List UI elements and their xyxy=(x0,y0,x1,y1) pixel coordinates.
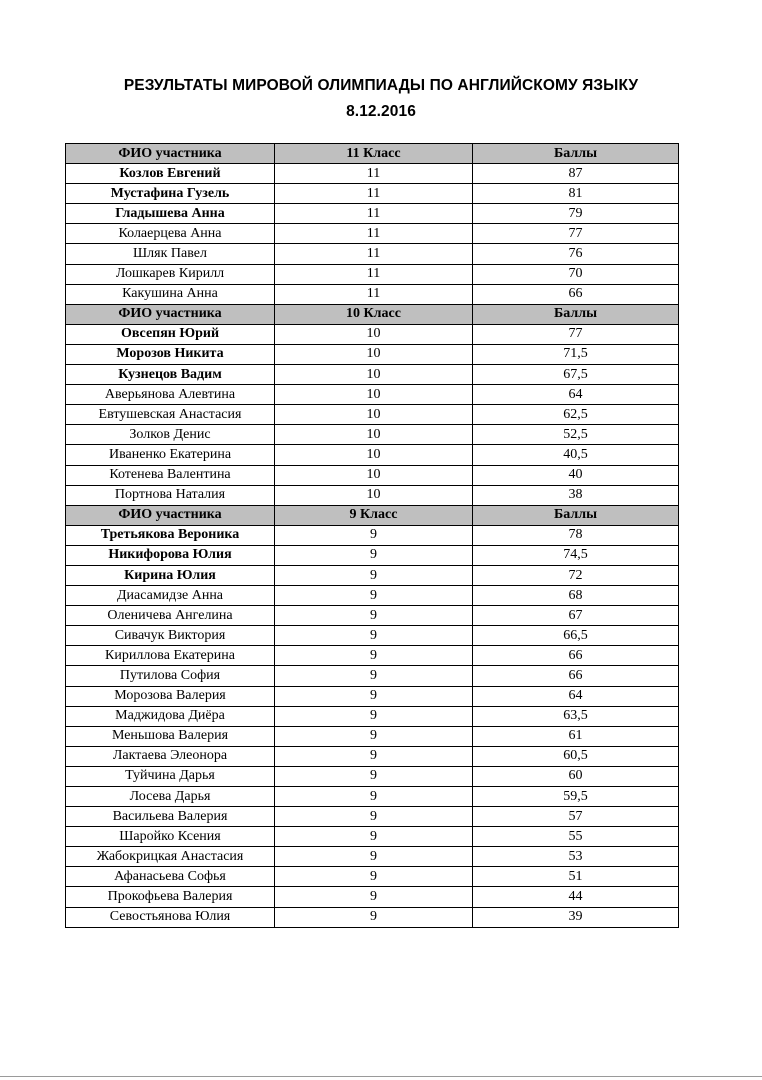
section-header-row xyxy=(66,144,679,164)
table-row xyxy=(66,606,679,626)
header-score-cell: Баллы xyxy=(473,144,679,164)
class-cell: 9 xyxy=(275,887,473,907)
participant-name-cell: Васильева Валерия xyxy=(66,807,275,827)
participant-name-cell: Третьякова Вероника xyxy=(66,525,275,545)
score-cell: 66 xyxy=(473,284,679,304)
header-name-cell: ФИО участника xyxy=(66,304,275,324)
class-cell: 9 xyxy=(275,545,473,565)
participant-name-cell: Прокофьева Валерия xyxy=(66,887,275,907)
class-cell: 9 xyxy=(275,787,473,807)
class-cell: 10 xyxy=(275,385,473,405)
header-name-cell: ФИО участника xyxy=(66,505,275,525)
class-cell: 10 xyxy=(275,445,473,465)
class-cell: 11 xyxy=(275,264,473,284)
class-cell: 9 xyxy=(275,606,473,626)
participant-name-cell: Туйчина Дарья xyxy=(66,766,275,786)
class-cell: 11 xyxy=(275,284,473,304)
table-row xyxy=(66,666,679,686)
table-row xyxy=(66,746,679,766)
participant-name-cell: Лошкарев Кирилл xyxy=(66,264,275,284)
section-header-row xyxy=(66,505,679,525)
table-row xyxy=(66,686,679,706)
class-cell: 9 xyxy=(275,586,473,606)
table-row xyxy=(66,787,679,807)
score-cell: 66 xyxy=(473,666,679,686)
score-cell: 57 xyxy=(473,807,679,827)
score-cell: 40,5 xyxy=(473,445,679,465)
table-row xyxy=(66,726,679,746)
score-cell: 74,5 xyxy=(473,545,679,565)
participant-name-cell: Кузнецов Вадим xyxy=(66,365,275,385)
score-cell: 76 xyxy=(473,244,679,264)
score-cell: 52,5 xyxy=(473,425,679,445)
table-row xyxy=(66,224,679,244)
table-row xyxy=(66,204,679,224)
participant-name-cell: Лактаева Элеонора xyxy=(66,746,275,766)
class-cell: 10 xyxy=(275,324,473,344)
score-cell: 60,5 xyxy=(473,746,679,766)
class-cell: 10 xyxy=(275,344,473,364)
header-class-cell: 9 Класс xyxy=(275,505,473,525)
results-table xyxy=(65,143,679,928)
class-cell: 9 xyxy=(275,666,473,686)
class-cell: 9 xyxy=(275,626,473,646)
table-row xyxy=(66,264,679,284)
participant-name-cell: Гладышева Анна xyxy=(66,204,275,224)
score-cell: 79 xyxy=(473,204,679,224)
table-row xyxy=(66,184,679,204)
table-row xyxy=(66,344,679,364)
table-row xyxy=(66,586,679,606)
class-cell: 10 xyxy=(275,405,473,425)
participant-name-cell: Какушина Анна xyxy=(66,284,275,304)
score-cell: 55 xyxy=(473,827,679,847)
score-cell: 64 xyxy=(473,686,679,706)
score-cell: 81 xyxy=(473,184,679,204)
score-cell: 62,5 xyxy=(473,405,679,425)
table-row xyxy=(66,405,679,425)
class-cell: 9 xyxy=(275,686,473,706)
score-cell: 44 xyxy=(473,887,679,907)
participant-name-cell: Никифорова Юлия xyxy=(66,545,275,565)
score-cell: 51 xyxy=(473,867,679,887)
class-cell: 10 xyxy=(275,425,473,445)
section-header-row xyxy=(66,304,679,324)
score-cell: 63,5 xyxy=(473,706,679,726)
score-cell: 60 xyxy=(473,766,679,786)
participant-name-cell: Иваненко Екатерина xyxy=(66,445,275,465)
score-cell: 72 xyxy=(473,565,679,585)
table-row xyxy=(66,324,679,344)
participant-name-cell: Жабокрицкая Анастасия xyxy=(66,847,275,867)
score-cell: 66 xyxy=(473,646,679,666)
table-row xyxy=(66,887,679,907)
table-row xyxy=(66,646,679,666)
score-cell: 87 xyxy=(473,164,679,184)
table-row xyxy=(66,445,679,465)
class-cell: 9 xyxy=(275,746,473,766)
class-cell: 9 xyxy=(275,847,473,867)
participant-name-cell: Кирина Юлия xyxy=(66,565,275,585)
score-cell: 78 xyxy=(473,525,679,545)
table-row xyxy=(66,485,679,505)
score-cell: 70 xyxy=(473,264,679,284)
table-row xyxy=(66,867,679,887)
class-cell: 9 xyxy=(275,565,473,585)
class-cell: 11 xyxy=(275,204,473,224)
table-row xyxy=(66,545,679,565)
header-class-cell: 11 Класс xyxy=(275,144,473,164)
score-cell: 77 xyxy=(473,324,679,344)
table-row xyxy=(66,827,679,847)
table-row xyxy=(66,525,679,545)
class-cell: 9 xyxy=(275,867,473,887)
participant-name-cell: Котенева Валентина xyxy=(66,465,275,485)
header-score-cell: Баллы xyxy=(473,304,679,324)
header-name-cell: ФИО участника xyxy=(66,144,275,164)
class-cell: 9 xyxy=(275,766,473,786)
table-row xyxy=(66,385,679,405)
participant-name-cell: Афанасьева Софья xyxy=(66,867,275,887)
class-cell: 11 xyxy=(275,224,473,244)
table-row xyxy=(66,244,679,264)
class-cell: 9 xyxy=(275,907,473,927)
table-row xyxy=(66,847,679,867)
participant-name-cell: Сивачук Виктория xyxy=(66,626,275,646)
participant-name-cell: Оленичева Ангелина xyxy=(66,606,275,626)
participant-name-cell: Евтушевская Анастасия xyxy=(66,405,275,425)
score-cell: 39 xyxy=(473,907,679,927)
participant-name-cell: Меньшова Валерия xyxy=(66,726,275,746)
results-table-body xyxy=(66,144,679,928)
table-row xyxy=(66,164,679,184)
participant-name-cell: Кириллова Екатерина xyxy=(66,646,275,666)
table-row xyxy=(66,565,679,585)
table-row xyxy=(66,706,679,726)
score-cell: 64 xyxy=(473,385,679,405)
score-cell: 71,5 xyxy=(473,344,679,364)
participant-name-cell: Шаройко Ксения xyxy=(66,827,275,847)
class-cell: 10 xyxy=(275,365,473,385)
score-cell: 38 xyxy=(473,485,679,505)
score-cell: 53 xyxy=(473,847,679,867)
table-row xyxy=(66,766,679,786)
participant-name-cell: Козлов Евгений xyxy=(66,164,275,184)
score-cell: 77 xyxy=(473,224,679,244)
class-cell: 9 xyxy=(275,726,473,746)
score-cell: 67 xyxy=(473,606,679,626)
participant-name-cell: Лосева Дарья xyxy=(66,787,275,807)
score-cell: 40 xyxy=(473,465,679,485)
participant-name-cell: Портнова Наталия xyxy=(66,485,275,505)
table-row xyxy=(66,465,679,485)
class-cell: 11 xyxy=(275,184,473,204)
class-cell: 9 xyxy=(275,706,473,726)
score-cell: 67,5 xyxy=(473,365,679,385)
participant-name-cell: Колаерцева Анна xyxy=(66,224,275,244)
table-row xyxy=(66,807,679,827)
participant-name-cell: Морозов Никита xyxy=(66,344,275,364)
participant-name-cell: Диасамидзе Анна xyxy=(66,586,275,606)
score-cell: 66,5 xyxy=(473,626,679,646)
participant-name-cell: Овсепян Юрий xyxy=(66,324,275,344)
class-cell: 11 xyxy=(275,164,473,184)
class-cell: 10 xyxy=(275,485,473,505)
participant-name-cell: Мустафина Гузель xyxy=(66,184,275,204)
class-cell: 11 xyxy=(275,244,473,264)
score-cell: 59,5 xyxy=(473,787,679,807)
table-row xyxy=(66,907,679,927)
score-cell: 68 xyxy=(473,586,679,606)
score-cell: 61 xyxy=(473,726,679,746)
document-date: 8.12.2016 xyxy=(346,103,416,120)
participant-name-cell: Маджидова Диёра xyxy=(66,706,275,726)
class-cell: 9 xyxy=(275,646,473,666)
page-bottom-divider xyxy=(0,1076,762,1077)
participant-name-cell: Путилова София xyxy=(66,666,275,686)
header-score-cell: Баллы xyxy=(473,505,679,525)
class-cell: 9 xyxy=(275,525,473,545)
class-cell: 10 xyxy=(275,465,473,485)
participant-name-cell: Шляк Павел xyxy=(66,244,275,264)
document-title: РЕЗУЛЬТАТЫ МИРОВОЙ ОЛИМПИАДЫ ПО АНГЛИЙСКОМУ ЯЗЫКУ xyxy=(123,77,639,94)
participant-name-cell: Золков Денис xyxy=(66,425,275,445)
participant-name-cell: Аверьянова Алевтина xyxy=(66,385,275,405)
table-row xyxy=(66,365,679,385)
participant-name-cell: Севостьянова Юлия xyxy=(66,907,275,927)
class-cell: 9 xyxy=(275,827,473,847)
class-cell: 9 xyxy=(275,807,473,827)
table-row xyxy=(66,425,679,445)
table-row xyxy=(66,284,679,304)
participant-name-cell: Морозова Валерия xyxy=(66,686,275,706)
table-row xyxy=(66,626,679,646)
header-class-cell: 10 Класс xyxy=(275,304,473,324)
